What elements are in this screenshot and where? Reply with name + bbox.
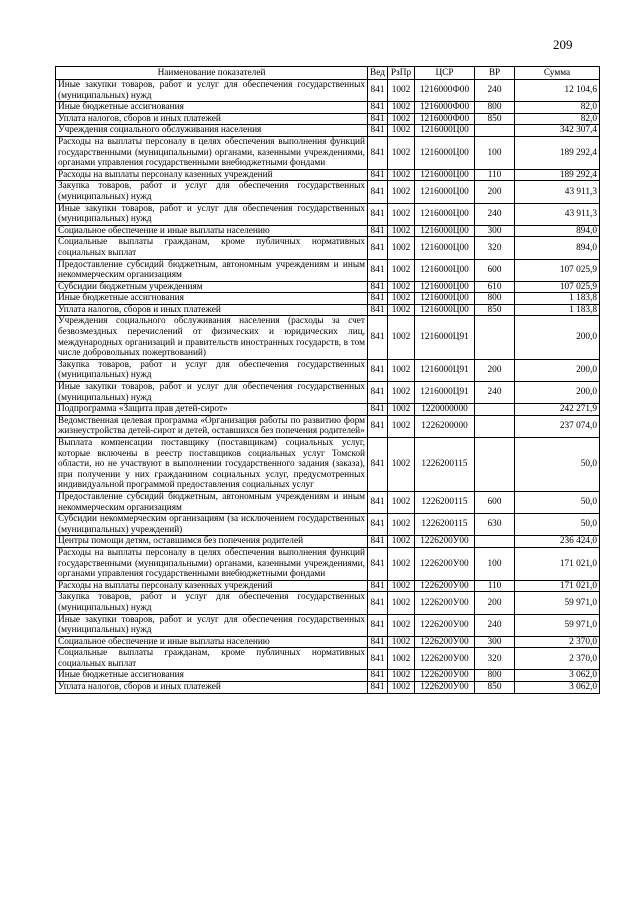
row-name: Расходы на выплаты персоналу в целях обеспечения выполнения функций государственными (муниципальными) органами, казенными учреждениями, органами управления государственными внебюджетными фондами [56,547,368,580]
row-vr: 300 [475,636,515,648]
row-csr: 1216000Ц00 [415,225,475,237]
row-csr: 1216000Ц00 [415,203,475,225]
row-csr: 1216000Ц00 [415,281,475,293]
row-rzpr: 1002 [388,237,415,259]
table-row [56,648,600,670]
row-name: Учреждения социального обслуживания населения [56,125,368,137]
row-sum: 43 911,3 [515,203,600,225]
row-name: Уплата налогов, сборов и иных платежей [56,682,368,694]
row-name: Расходы на выплаты персоналу в целях обеспечения выполнения функций государственными (муниципальными) органами, казенными учреждениями, органами управления государственными внебюджетными фондами [56,136,368,169]
header-name: Наименование показателей [56,67,368,80]
row-sum: 107 025,9 [515,259,600,281]
row-name: Социальные выплаты гражданам, кроме публичных нормативных социальных выплат [56,648,368,670]
row-vr: 320 [475,237,515,259]
row-ved: 841 [368,415,388,437]
row-ved: 841 [368,136,388,169]
row-vr: 100 [475,547,515,580]
table-row [56,304,600,316]
row-vr: 200 [475,592,515,614]
row-sum: 894,0 [515,237,600,259]
row-name: Закупка товаров, работ и услуг для обеспечения государственных (муниципальных) нужд [56,592,368,614]
row-rzpr: 1002 [388,225,415,237]
row-rzpr: 1002 [388,293,415,305]
row-ved: 841 [368,382,388,404]
row-name: Социальное обеспечение и иные выплаты населению [56,636,368,648]
table-row [56,536,600,548]
row-ved: 841 [368,316,388,359]
row-sum: 3 062,0 [515,670,600,682]
row-vr: 110 [475,169,515,181]
row-name: Подпрограмма «Защита прав детей-сирот» [56,404,368,416]
row-sum: 189 292,4 [515,169,600,181]
row-rzpr: 1002 [388,203,415,225]
row-vr: 850 [475,304,515,316]
row-ved: 841 [368,648,388,670]
row-name: Закупка товаров, работ и услуг для обеспечения государственных (муниципальных) нужд [56,359,368,381]
row-vr: 600 [475,491,515,513]
header-sum: Сумма [515,67,600,80]
row-rzpr: 1002 [388,592,415,614]
row-rzpr: 1002 [388,102,415,114]
row-sum: 82,0 [515,102,600,114]
row-csr: 1216000Ц00 [415,169,475,181]
table-row [56,281,600,293]
row-csr: 1226200115 [415,491,475,513]
row-rzpr: 1002 [388,536,415,548]
row-ved: 841 [368,281,388,293]
row-name: Социальное обеспечение и иные выплаты населению [56,225,368,237]
row-ved: 841 [368,580,388,592]
row-sum: 50,0 [515,514,600,536]
table-row [56,404,600,416]
table-row [56,592,600,614]
row-name: Предоставление субсидий бюджетным, автономным учреждениям и иным некоммерческим организациям [56,491,368,513]
row-sum: 2 370,0 [515,648,600,670]
header-rzpr: РзПр [388,67,415,80]
table-row [56,580,600,592]
table-row [56,259,600,281]
row-rzpr: 1002 [388,80,415,102]
row-csr: 1216000Ц91 [415,359,475,381]
row-ved: 841 [368,614,388,636]
row-csr: 1216000Ц00 [415,181,475,203]
row-csr: 1226200У00 [415,536,475,548]
table-header [56,67,600,80]
row-rzpr: 1002 [388,670,415,682]
row-csr: 1226200У00 [415,648,475,670]
row-csr: 1226200У00 [415,592,475,614]
row-csr: 1216000Ц00 [415,304,475,316]
row-name: Учреждения социального обслуживания населения (расходы за счет безвозмездных перечислений от физических и юридических лиц, международных организаций и правительств иностранных государств, в том числе добровольных пожертвований) [56,316,368,359]
header-vr: ВР [475,67,515,80]
row-csr: 1226200У00 [415,547,475,580]
row-sum: 82,0 [515,113,600,125]
row-name: Иные бюджетные ассигнования [56,293,368,305]
row-sum: 43 911,3 [515,181,600,203]
page-number: 209 [553,37,573,52]
row-sum: 12 104,6 [515,80,600,102]
table-row [56,293,600,305]
table-row [56,203,600,225]
row-ved: 841 [368,113,388,125]
row-ved: 841 [368,438,388,492]
header-ved: Вед [368,67,388,80]
budget-table [55,66,600,694]
row-name: Субсидии бюджетным учреждениям [56,281,368,293]
row-ved: 841 [368,536,388,548]
row-csr: 1216000Ф00 [415,102,475,114]
row-ved: 841 [368,304,388,316]
row-name: Иные бюджетные ассигнования [56,102,368,114]
row-vr: 240 [475,614,515,636]
row-name: Иные закупки товаров, работ и услуг для обеспечения государственных (муниципальных) нужд [56,80,368,102]
row-sum: 236 424,0 [515,536,600,548]
row-rzpr: 1002 [388,304,415,316]
row-csr: 1216000Ц00 [415,259,475,281]
row-name: Иные бюджетные ассигнования [56,670,368,682]
row-rzpr: 1002 [388,125,415,137]
row-csr: 1226200У00 [415,636,475,648]
table-row [56,181,600,203]
table-row [56,316,600,359]
row-ved: 841 [368,592,388,614]
table-row [56,614,600,636]
row-name: Выплата компенсации поставщику (поставщикам) социальных услуг, которые включены в реестр поставщиков социальных услуг Томской области, но не участвуют в выполнении государственного задания (заказа), при получении у них гражданином социальных услуг, предусмотренных индивидуальной программой предоставления социальных услуг [56,438,368,492]
row-sum: 50,0 [515,438,600,492]
table-row [56,359,600,381]
row-vr: 300 [475,225,515,237]
table-row [56,670,600,682]
table-row [56,547,600,580]
row-ved: 841 [368,636,388,648]
row-vr: 850 [475,682,515,694]
table-row [56,382,600,404]
row-vr: 850 [475,113,515,125]
row-ved: 841 [368,102,388,114]
table-row [56,125,600,137]
row-rzpr: 1002 [388,682,415,694]
row-csr: 1226200У00 [415,580,475,592]
row-rzpr: 1002 [388,404,415,416]
row-csr: 1226200000 [415,415,475,437]
row-vr: 800 [475,293,515,305]
row-csr: 1220000000 [415,404,475,416]
row-csr: 1216000Ф00 [415,80,475,102]
row-csr: 1226200У00 [415,614,475,636]
row-ved: 841 [368,547,388,580]
row-rzpr: 1002 [388,415,415,437]
row-csr: 1226200115 [415,438,475,492]
row-rzpr: 1002 [388,514,415,536]
row-csr: 1226200У00 [415,670,475,682]
table-row [56,514,600,536]
row-name: Уплата налогов, сборов и иных платежей [56,113,368,125]
row-sum: 200,0 [515,359,600,381]
row-ved: 841 [368,293,388,305]
row-ved: 841 [368,169,388,181]
table-row [56,237,600,259]
row-rzpr: 1002 [388,181,415,203]
table-row [56,169,600,181]
row-vr [475,125,515,137]
row-sum: 171 021,0 [515,580,600,592]
row-sum: 50,0 [515,491,600,513]
row-vr [475,415,515,437]
row-sum: 1 183,8 [515,293,600,305]
row-ved: 841 [368,125,388,137]
row-sum: 2 370,0 [515,636,600,648]
row-rzpr: 1002 [388,547,415,580]
row-sum: 894,0 [515,225,600,237]
row-csr: 1216000Ф00 [415,113,475,125]
row-vr: 630 [475,514,515,536]
row-name: Расходы на выплаты персоналу казенных учреждений [56,580,368,592]
row-ved: 841 [368,682,388,694]
row-rzpr: 1002 [388,382,415,404]
row-rzpr: 1002 [388,113,415,125]
row-ved: 841 [368,80,388,102]
row-vr: 240 [475,382,515,404]
row-ved: 841 [368,514,388,536]
row-ved: 841 [368,404,388,416]
table-row [56,415,600,437]
row-ved: 841 [368,491,388,513]
row-csr: 1216000Ц91 [415,316,475,359]
table-row [56,636,600,648]
table-row [56,438,600,492]
row-sum: 189 292,4 [515,136,600,169]
row-csr: 1216000Ц91 [415,382,475,404]
row-name: Ведомственная целевая программа «Организация работы по развитию форм жизнеустройства детей-сирот и детей, оставшихся без попечения родителей» [56,415,368,437]
row-sum: 107 025,9 [515,281,600,293]
row-ved: 841 [368,359,388,381]
row-sum: 237 074,0 [515,415,600,437]
table-row [56,102,600,114]
row-rzpr: 1002 [388,359,415,381]
row-ved: 841 [368,225,388,237]
row-vr [475,536,515,548]
row-name: Иные закупки товаров, работ и услуг для обеспечения государственных (муниципальных) нужд [56,382,368,404]
row-ved: 841 [368,237,388,259]
row-ved: 841 [368,259,388,281]
row-csr: 1216000Ц00 [415,125,475,137]
row-sum: 200,0 [515,382,600,404]
row-rzpr: 1002 [388,438,415,492]
row-rzpr: 1002 [388,648,415,670]
row-name: Иные закупки товаров, работ и услуг для обеспечения государственных (муниципальных) нужд [56,614,368,636]
row-sum: 59 971,0 [515,592,600,614]
row-rzpr: 1002 [388,614,415,636]
row-name: Расходы на выплаты персоналу казенных учреждений [56,169,368,181]
row-vr: 200 [475,181,515,203]
row-rzpr: 1002 [388,259,415,281]
row-sum: 200,0 [515,316,600,359]
row-sum: 3 062,0 [515,682,600,694]
row-name: Социальные выплаты гражданам, кроме публичных нормативных социальных выплат [56,237,368,259]
row-vr: 240 [475,80,515,102]
row-vr: 320 [475,648,515,670]
row-name: Центры помощи детям, оставшимся без попечения родителей [56,536,368,548]
row-vr: 610 [475,281,515,293]
row-sum: 171 021,0 [515,547,600,580]
header-csr: ЦСР [415,67,475,80]
table-row [56,225,600,237]
row-rzpr: 1002 [388,316,415,359]
row-ved: 841 [368,181,388,203]
row-sum: 242 271,9 [515,404,600,416]
table-row [56,682,600,694]
header-row [56,67,600,80]
row-vr: 100 [475,136,515,169]
row-vr: 800 [475,670,515,682]
row-vr: 600 [475,259,515,281]
row-rzpr: 1002 [388,136,415,169]
row-csr: 1226200У00 [415,682,475,694]
row-csr: 1216000Ц00 [415,237,475,259]
table-row [56,80,600,102]
row-sum: 342 307,4 [515,125,600,137]
table-body [56,80,600,694]
row-name: Субсидии некоммерческим организациям (за исключением государственных (муниципальных) учреждений) [56,514,368,536]
row-vr [475,404,515,416]
table-row [56,113,600,125]
row-name: Уплата налогов, сборов и иных платежей [56,304,368,316]
row-rzpr: 1002 [388,169,415,181]
row-rzpr: 1002 [388,636,415,648]
row-name: Иные закупки товаров, работ и услуг для обеспечения государственных (муниципальных) нужд [56,203,368,225]
row-ved: 841 [368,203,388,225]
row-rzpr: 1002 [388,281,415,293]
row-name: Предоставление субсидий бюджетным, автономным учреждениям и иным некоммерческим организациям [56,259,368,281]
row-csr: 1226200115 [415,514,475,536]
row-vr: 240 [475,203,515,225]
row-vr: 110 [475,580,515,592]
row-sum: 59 971,0 [515,614,600,636]
row-vr: 800 [475,102,515,114]
row-vr: 200 [475,359,515,381]
table-row [56,491,600,513]
table-row [56,136,600,169]
row-name: Закупка товаров, работ и услуг для обеспечения государственных (муниципальных) нужд [56,181,368,203]
row-sum: 1 183,8 [515,304,600,316]
row-csr: 1216000Ц00 [415,136,475,169]
row-rzpr: 1002 [388,580,415,592]
row-ved: 841 [368,670,388,682]
row-vr [475,316,515,359]
row-vr [475,438,515,492]
row-rzpr: 1002 [388,491,415,513]
row-csr: 1216000Ц00 [415,293,475,305]
